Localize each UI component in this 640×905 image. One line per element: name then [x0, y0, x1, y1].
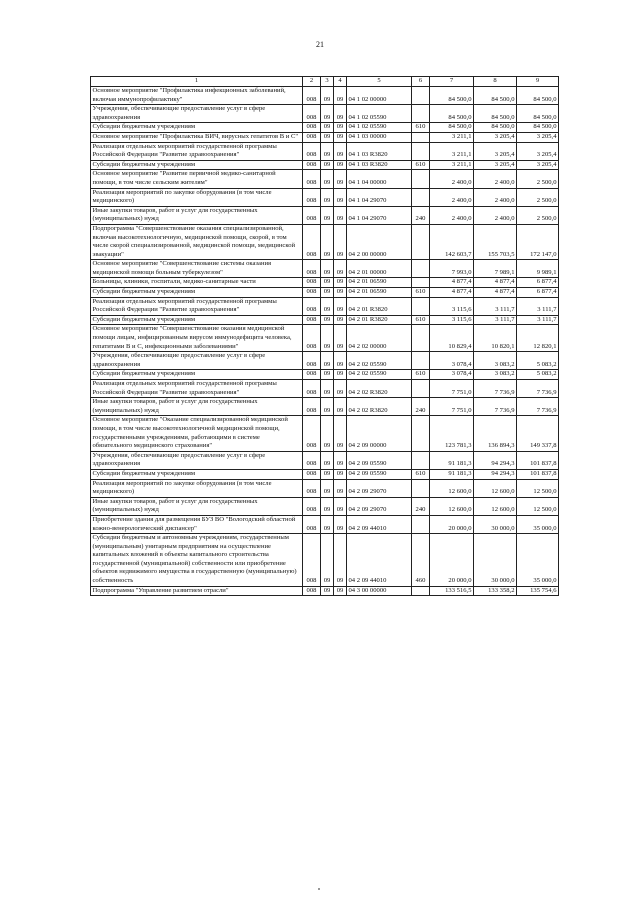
amount-year-3: 6 877,4	[517, 278, 559, 288]
section-code: 09	[321, 534, 334, 587]
subsection-code: 09	[334, 515, 347, 533]
target-item-code: 04 2 02 05590	[347, 352, 412, 370]
grbs-code: 008	[303, 534, 321, 587]
target-item-code: 04 2 09 05590	[347, 451, 412, 469]
amount-year-2: 7 736,9	[474, 398, 517, 416]
section-code: 09	[321, 398, 334, 416]
table-row	[91, 380, 559, 398]
amount-year-1: 4 877,4	[430, 278, 474, 288]
grbs-code: 008	[303, 260, 321, 278]
subsection-code: 09	[334, 352, 347, 370]
subsection-code: 09	[334, 123, 347, 133]
table-row	[91, 278, 559, 288]
expense-type-code: 460	[412, 534, 430, 587]
amount-year-2: 155 703,5	[474, 224, 517, 259]
grbs-code: 008	[303, 123, 321, 133]
row-name: Иные закупки товаров, работ и услуг для государственных (муниципальных) нужд	[91, 206, 303, 224]
section-code: 09	[321, 380, 334, 398]
section-code: 09	[321, 224, 334, 259]
amount-year-3: 35 000,0	[517, 534, 559, 587]
target-item-code: 04 2 02 R3820	[347, 380, 412, 398]
amount-year-2: 3 083,2	[474, 370, 517, 380]
grbs-code: 008	[303, 105, 321, 123]
expense-type-code	[412, 260, 430, 278]
expense-type-code: 240	[412, 398, 430, 416]
amount-year-2: 30 000,0	[474, 534, 517, 587]
subsection-code: 09	[334, 87, 347, 105]
amount-year-2: 4 877,4	[474, 278, 517, 288]
grbs-code: 008	[303, 586, 321, 596]
expense-type-code: 240	[412, 497, 430, 515]
expense-type-code: 240	[412, 206, 430, 224]
row-name: Учреждения, обеспечивающие предоставление услуг в сфере здравоохранения	[91, 352, 303, 370]
section-code: 09	[321, 416, 334, 451]
grbs-code: 008	[303, 325, 321, 352]
row-name: Субсидии бюджетным и автономным учреждениям, государственным (муниципальным) унитарным предприятиям на осуществление капитальных вложений в объекты капитального строительства государственной (муниципальной) собственности или приобретение объектов недвижимого имущества в государственную (муниципальную) собственность	[91, 534, 303, 587]
column-header: 4	[334, 77, 347, 87]
target-item-code: 04 1 04 29070	[347, 188, 412, 206]
expense-type-code: 610	[412, 469, 430, 479]
target-item-code: 04 2 01 R3820	[347, 315, 412, 325]
expense-type-code	[412, 479, 430, 497]
amount-year-3: 3 205,4	[517, 160, 559, 170]
grbs-code: 008	[303, 297, 321, 315]
row-name: Основное мероприятие "Совершенствование системы оказания медицинской помощи больным туберкулезом"	[91, 260, 303, 278]
expense-type-code	[412, 224, 430, 259]
section-code: 09	[321, 469, 334, 479]
amount-year-2: 3 205,4	[474, 160, 517, 170]
row-name: Учреждения, обеспечивающие предоставление услуг в сфере здравоохранения	[91, 105, 303, 123]
subsection-code: 09	[334, 206, 347, 224]
amount-year-1: 3 115,6	[430, 315, 474, 325]
amount-year-1: 20 000,0	[430, 534, 474, 587]
target-item-code: 04 2 01 R3820	[347, 297, 412, 315]
expense-type-code	[412, 105, 430, 123]
target-item-code: 04 2 02 00000	[347, 325, 412, 352]
amount-year-1: 12 600,0	[430, 479, 474, 497]
table-row	[91, 586, 559, 596]
amount-year-3: 12 500,0	[517, 497, 559, 515]
target-item-code: 04 2 02 R3820	[347, 398, 412, 416]
grbs-code: 008	[303, 416, 321, 451]
amount-year-1: 3 211,1	[430, 160, 474, 170]
table-row	[91, 105, 559, 123]
grbs-code: 008	[303, 132, 321, 142]
amount-year-2: 7 989,1	[474, 260, 517, 278]
table-row	[91, 469, 559, 479]
row-name: Реализация мероприятий по закупке оборудования (в том числе медицинского)	[91, 479, 303, 497]
amount-year-3: 9 989,1	[517, 260, 559, 278]
row-name: Субсидии бюджетным учреждениям	[91, 469, 303, 479]
grbs-code: 008	[303, 515, 321, 533]
amount-year-3: 135 754,6	[517, 586, 559, 596]
amount-year-1: 2 400,0	[430, 170, 474, 188]
amount-year-3: 101 837,8	[517, 451, 559, 469]
column-header: 1	[91, 77, 303, 87]
amount-year-3: 2 500,0	[517, 170, 559, 188]
table-row	[91, 142, 559, 160]
expense-type-code	[412, 325, 430, 352]
row-name: Основное мероприятие "Профилактика инфекционных заболеваний, включая иммунопрофилактику"	[91, 87, 303, 105]
amount-year-3: 3 111,7	[517, 315, 559, 325]
amount-year-2: 3 083,2	[474, 352, 517, 370]
column-number-row	[91, 77, 559, 87]
section-code: 09	[321, 315, 334, 325]
amount-year-1: 91 181,3	[430, 469, 474, 479]
table-body	[91, 87, 559, 596]
amount-year-1: 12 600,0	[430, 497, 474, 515]
amount-year-3: 84 500,0	[517, 123, 559, 133]
subsection-code: 09	[334, 260, 347, 278]
target-item-code: 04 2 01 00000	[347, 260, 412, 278]
table-row	[91, 416, 559, 451]
amount-year-1: 10 829,4	[430, 325, 474, 352]
amount-year-2: 12 600,0	[474, 497, 517, 515]
row-name: Реализация отдельных мероприятий государственной программы Российской Федерации "Развитие здравоохранения"	[91, 142, 303, 160]
expense-type-code: 610	[412, 315, 430, 325]
amount-year-3: 84 500,0	[517, 87, 559, 105]
amount-year-3: 5 083,2	[517, 352, 559, 370]
amount-year-3: 101 837,8	[517, 469, 559, 479]
subsection-code: 09	[334, 160, 347, 170]
subsection-code: 09	[334, 586, 347, 596]
column-header: 6	[412, 77, 430, 87]
expense-type-code	[412, 278, 430, 288]
subsection-code: 09	[334, 132, 347, 142]
amount-year-2: 2 400,0	[474, 188, 517, 206]
grbs-code: 008	[303, 469, 321, 479]
subsection-code: 09	[334, 370, 347, 380]
expense-type-code	[412, 188, 430, 206]
target-item-code: 04 2 02 05590	[347, 370, 412, 380]
amount-year-1: 3 211,1	[430, 142, 474, 160]
row-name: Реализация мероприятий по закупке оборудования (в том числе медицинского)	[91, 188, 303, 206]
amount-year-3: 35 000,0	[517, 515, 559, 533]
section-code: 09	[321, 260, 334, 278]
subsection-code: 09	[334, 288, 347, 298]
expense-type-code	[412, 87, 430, 105]
amount-year-1: 84 500,0	[430, 105, 474, 123]
amount-year-1: 3 115,6	[430, 297, 474, 315]
row-name: Учреждения, обеспечивающие предоставление услуг в сфере здравоохранения	[91, 451, 303, 469]
amount-year-1: 4 877,4	[430, 288, 474, 298]
expense-type-code	[412, 586, 430, 596]
subsection-code: 09	[334, 497, 347, 515]
grbs-code: 008	[303, 288, 321, 298]
expense-type-code	[412, 352, 430, 370]
row-name: Приобретение здания для размещения БУЗ ВО "Вологодский областной кожно-венерологический диспансер"	[91, 515, 303, 533]
subsection-code: 09	[334, 534, 347, 587]
amount-year-1: 20 000,0	[430, 515, 474, 533]
amount-year-1: 3 078,4	[430, 370, 474, 380]
subsection-code: 09	[334, 451, 347, 469]
section-code: 09	[321, 479, 334, 497]
row-name: Субсидии бюджетным учреждениям	[91, 288, 303, 298]
row-name: Субсидии бюджетным учреждениям	[91, 315, 303, 325]
scan-speck	[318, 888, 320, 890]
row-name: Основное мероприятие "Профилактика ВИЧ, вирусных гепатитов В и С"	[91, 132, 303, 142]
subsection-code: 09	[334, 278, 347, 288]
table-row	[91, 497, 559, 515]
row-name: Основное мероприятие "Оказание специализированной медицинской помощи, в том числе высокотехнологичной медицинской помощи, государственными учреждениями, работающими в системе обязательного медицинского страхования"	[91, 416, 303, 451]
grbs-code: 008	[303, 451, 321, 469]
row-name: Реализация отдельных мероприятий государственной программы Российской Федерации "Развитие здравоохранения"	[91, 297, 303, 315]
subsection-code: 09	[334, 224, 347, 259]
table-row	[91, 370, 559, 380]
expense-type-code: 610	[412, 123, 430, 133]
section-code: 09	[321, 288, 334, 298]
grbs-code: 008	[303, 278, 321, 288]
row-name: Иные закупки товаров, работ и услуг для государственных (муниципальных) нужд	[91, 398, 303, 416]
amount-year-1: 7 993,0	[430, 260, 474, 278]
section-code: 09	[321, 132, 334, 142]
grbs-code: 008	[303, 188, 321, 206]
section-code: 09	[321, 160, 334, 170]
table-row	[91, 325, 559, 352]
target-item-code: 04 2 01 06590	[347, 278, 412, 288]
row-name: Субсидии бюджетным учреждениям	[91, 370, 303, 380]
expense-type-code	[412, 132, 430, 142]
expense-type-code	[412, 142, 430, 160]
table-row	[91, 188, 559, 206]
row-name: Основное мероприятие "Совершенствование оказания медицинской помощи лицам, инфицированным вирусом иммунодефицита человека, гепатитами В и С, инфекционными заболеваниями"	[91, 325, 303, 352]
target-item-code: 04 2 09 29070	[347, 479, 412, 497]
amount-year-3: 12 500,0	[517, 479, 559, 497]
amount-year-1: 2 400,0	[430, 188, 474, 206]
amount-year-1: 133 516,5	[430, 586, 474, 596]
grbs-code: 008	[303, 370, 321, 380]
amount-year-1: 7 751,0	[430, 380, 474, 398]
amount-year-3: 3 205,4	[517, 132, 559, 142]
subsection-code: 09	[334, 325, 347, 352]
section-code: 09	[321, 451, 334, 469]
amount-year-3: 84 500,0	[517, 105, 559, 123]
grbs-code: 008	[303, 352, 321, 370]
table-row	[91, 87, 559, 105]
target-item-code: 04 2 09 44010	[347, 515, 412, 533]
column-header: 2	[303, 77, 321, 87]
target-item-code: 04 1 02 05590	[347, 105, 412, 123]
grbs-code: 008	[303, 315, 321, 325]
section-code: 09	[321, 278, 334, 288]
section-code: 09	[321, 87, 334, 105]
table-row	[91, 123, 559, 133]
grbs-code: 008	[303, 398, 321, 416]
grbs-code: 008	[303, 87, 321, 105]
amount-year-2: 7 736,9	[474, 380, 517, 398]
amount-year-2: 10 820,1	[474, 325, 517, 352]
grbs-code: 008	[303, 142, 321, 160]
table-row	[91, 160, 559, 170]
table-row	[91, 352, 559, 370]
subsection-code: 09	[334, 380, 347, 398]
table-row	[91, 206, 559, 224]
amount-year-2: 2 400,0	[474, 206, 517, 224]
column-header: 3	[321, 77, 334, 87]
expense-type-code: 610	[412, 160, 430, 170]
column-header: 9	[517, 77, 559, 87]
column-header: 8	[474, 77, 517, 87]
table-row	[91, 479, 559, 497]
row-name: Основное мероприятие "Развитие первичной медико-санитарной помощи, в том числе сельским жителям"	[91, 170, 303, 188]
amount-year-3: 7 736,9	[517, 398, 559, 416]
expense-type-code	[412, 380, 430, 398]
grbs-code: 008	[303, 160, 321, 170]
subsection-code: 09	[334, 297, 347, 315]
target-item-code: 04 1 03 R3820	[347, 142, 412, 160]
row-name: Подпрограмма "Совершенствование оказания специализированной, включая высокотехнологичную, медицинской помощи, скорой, в том числе скорой специализированной, медицинской помощи, медицинской эвакуации"	[91, 224, 303, 259]
section-code: 09	[321, 497, 334, 515]
amount-year-2: 136 894,3	[474, 416, 517, 451]
row-name: Подпрограмма "Управление развитием отрасли"	[91, 586, 303, 596]
table-row	[91, 534, 559, 587]
expense-type-code	[412, 170, 430, 188]
section-code: 09	[321, 370, 334, 380]
amount-year-2: 3 205,4	[474, 132, 517, 142]
amount-year-3: 3 205,4	[517, 142, 559, 160]
section-code: 09	[321, 586, 334, 596]
column-header: 5	[347, 77, 412, 87]
expense-type-code: 610	[412, 370, 430, 380]
amount-year-1: 7 751,0	[430, 398, 474, 416]
amount-year-1: 2 400,0	[430, 206, 474, 224]
amount-year-1: 123 781,3	[430, 416, 474, 451]
grbs-code: 008	[303, 479, 321, 497]
amount-year-2: 30 000,0	[474, 515, 517, 533]
expense-type-code	[412, 416, 430, 451]
amount-year-2: 94 294,3	[474, 469, 517, 479]
amount-year-3: 7 736,9	[517, 380, 559, 398]
table-row	[91, 260, 559, 278]
target-item-code: 04 1 03 00000	[347, 132, 412, 142]
expense-type-code	[412, 451, 430, 469]
amount-year-3: 5 083,2	[517, 370, 559, 380]
amount-year-1: 3 078,4	[430, 352, 474, 370]
grbs-code: 008	[303, 206, 321, 224]
table-row	[91, 224, 559, 259]
amount-year-3: 172 147,0	[517, 224, 559, 259]
subsection-code: 09	[334, 105, 347, 123]
subsection-code: 09	[334, 315, 347, 325]
budget-table	[90, 76, 559, 596]
amount-year-3: 3 111,7	[517, 297, 559, 315]
subsection-code: 09	[334, 170, 347, 188]
table-row	[91, 297, 559, 315]
row-name: Субсидии бюджетным учреждениям	[91, 160, 303, 170]
amount-year-2: 84 500,0	[474, 105, 517, 123]
amount-year-2: 94 294,3	[474, 451, 517, 469]
table-row	[91, 170, 559, 188]
target-item-code: 04 2 09 44010	[347, 534, 412, 587]
target-item-code: 04 1 02 00000	[347, 87, 412, 105]
amount-year-1: 3 211,1	[430, 132, 474, 142]
target-item-code: 04 2 01 06590	[347, 288, 412, 298]
section-code: 09	[321, 142, 334, 160]
amount-year-3: 6 877,4	[517, 288, 559, 298]
table-row	[91, 288, 559, 298]
section-code: 09	[321, 297, 334, 315]
subsection-code: 09	[334, 398, 347, 416]
amount-year-2: 2 400,0	[474, 170, 517, 188]
amount-year-3: 2 500,0	[517, 188, 559, 206]
row-name: Больницы, клиники, госпитали, медико-санитарные части	[91, 278, 303, 288]
amount-year-2: 3 111,7	[474, 297, 517, 315]
subsection-code: 09	[334, 469, 347, 479]
amount-year-3: 12 820,1	[517, 325, 559, 352]
target-item-code: 04 2 09 00000	[347, 416, 412, 451]
section-code: 09	[321, 325, 334, 352]
section-code: 09	[321, 515, 334, 533]
section-code: 09	[321, 352, 334, 370]
row-name: Иные закупки товаров, работ и услуг для государственных (муниципальных) нужд	[91, 497, 303, 515]
amount-year-2: 84 500,0	[474, 123, 517, 133]
amount-year-3: 149 337,8	[517, 416, 559, 451]
page-number: 21	[316, 40, 324, 49]
subsection-code: 09	[334, 416, 347, 451]
grbs-code: 008	[303, 224, 321, 259]
subsection-code: 09	[334, 479, 347, 497]
expense-type-code: 610	[412, 288, 430, 298]
target-item-code: 04 2 09 05590	[347, 469, 412, 479]
amount-year-2: 3 205,4	[474, 142, 517, 160]
grbs-code: 008	[303, 170, 321, 188]
subsection-code: 09	[334, 188, 347, 206]
amount-year-2: 12 600,0	[474, 479, 517, 497]
table-row	[91, 132, 559, 142]
row-name: Реализация отдельных мероприятий государственной программы Российской Федерации "Развитие здравоохранения"	[91, 380, 303, 398]
target-item-code: 04 1 03 R3820	[347, 160, 412, 170]
amount-year-2: 4 877,4	[474, 288, 517, 298]
target-item-code: 04 1 02 05590	[347, 123, 412, 133]
amount-year-2: 133 358,2	[474, 586, 517, 596]
target-item-code: 04 1 04 00000	[347, 170, 412, 188]
section-code: 09	[321, 170, 334, 188]
section-code: 09	[321, 206, 334, 224]
section-code: 09	[321, 123, 334, 133]
section-code: 09	[321, 105, 334, 123]
amount-year-2: 84 500,0	[474, 87, 517, 105]
section-code: 09	[321, 188, 334, 206]
amount-year-1: 142 603,7	[430, 224, 474, 259]
amount-year-2: 3 111,7	[474, 315, 517, 325]
amount-year-3: 2 500,0	[517, 206, 559, 224]
expense-type-code	[412, 297, 430, 315]
amount-year-1: 84 500,0	[430, 87, 474, 105]
target-item-code: 04 2 00 00000	[347, 224, 412, 259]
amount-year-1: 91 181,3	[430, 451, 474, 469]
grbs-code: 008	[303, 497, 321, 515]
table-row	[91, 451, 559, 469]
grbs-code: 008	[303, 380, 321, 398]
target-item-code: 04 2 09 29070	[347, 497, 412, 515]
subsection-code: 09	[334, 142, 347, 160]
row-name: Субсидии бюджетным учреждениям	[91, 123, 303, 133]
amount-year-1: 84 500,0	[430, 123, 474, 133]
table-row	[91, 398, 559, 416]
column-header: 7	[430, 77, 474, 87]
target-item-code: 04 3 00 00000	[347, 586, 412, 596]
table-row	[91, 315, 559, 325]
target-item-code: 04 1 04 29070	[347, 206, 412, 224]
expense-type-code	[412, 515, 430, 533]
table-row	[91, 515, 559, 533]
